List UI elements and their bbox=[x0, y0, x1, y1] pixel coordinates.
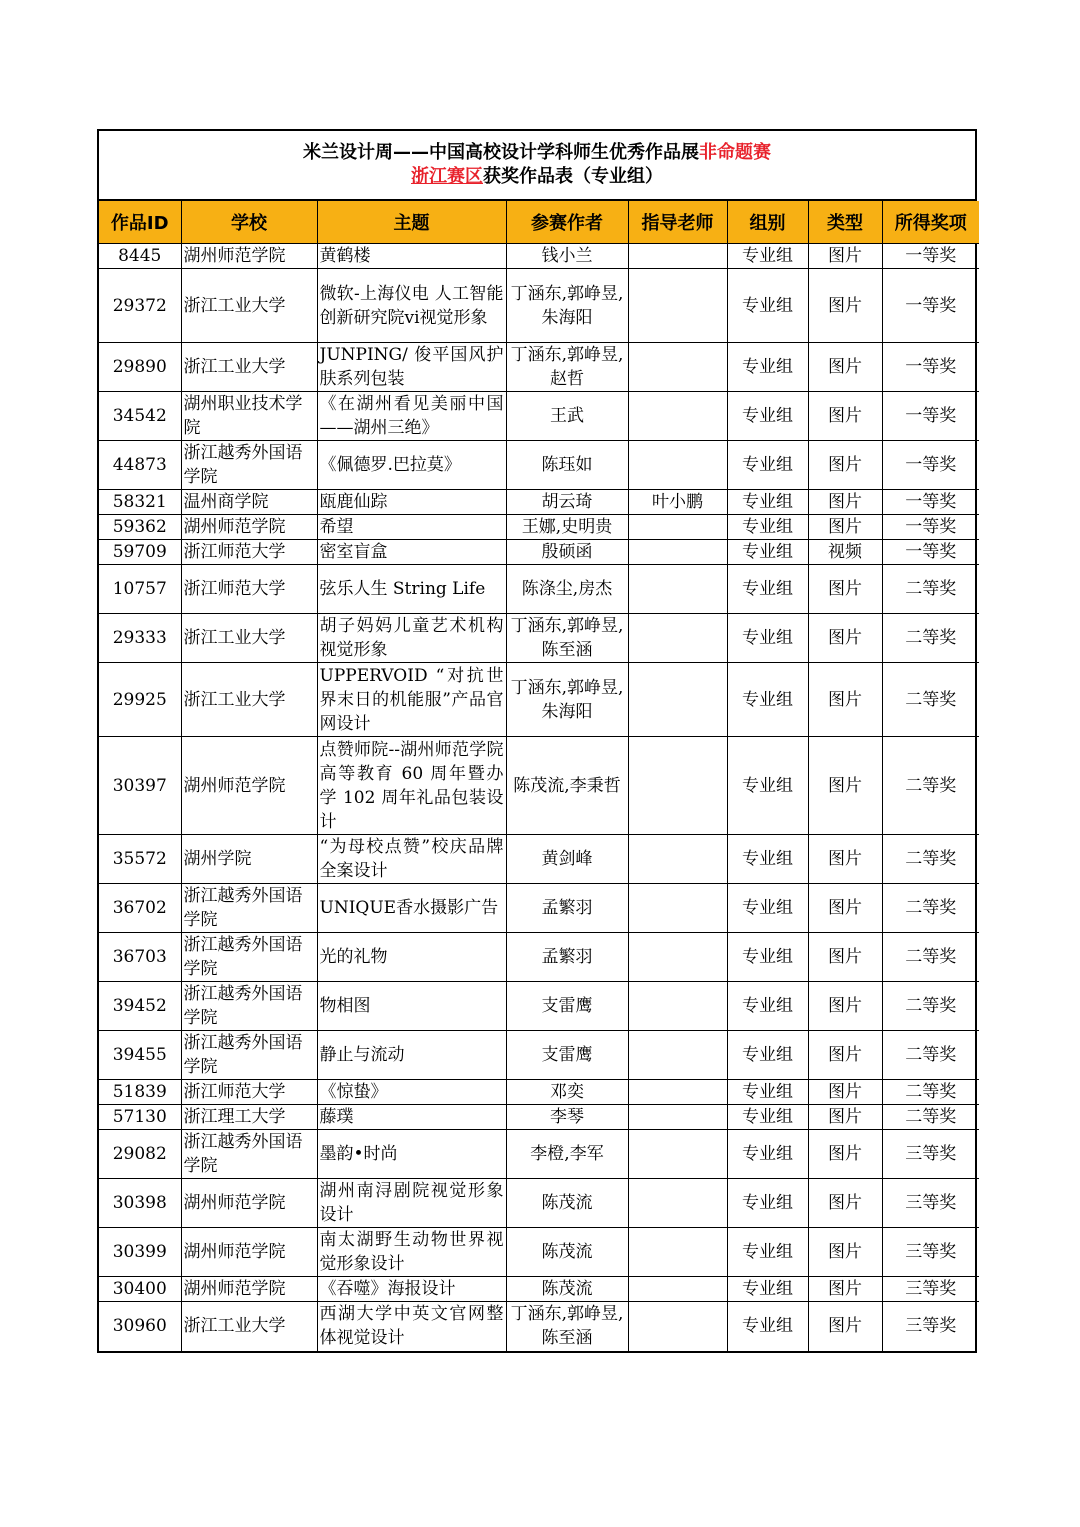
cell-type: 图片 bbox=[808, 835, 882, 884]
table-body bbox=[99, 244, 979, 1351]
cell-school: 湖州师范学院 bbox=[181, 244, 317, 269]
cell-id: 39452 bbox=[99, 982, 181, 1031]
table-row bbox=[99, 1031, 979, 1080]
cell-group: 专业组 bbox=[727, 490, 808, 515]
table-row bbox=[99, 540, 979, 565]
cell-author: 殷硕函 bbox=[506, 540, 628, 565]
cell-author: 丁涵东,郭峥昱,朱海阳 bbox=[506, 663, 628, 737]
cell-author: 陈珏如 bbox=[506, 441, 628, 490]
cell-school: 浙江工业大学 bbox=[181, 343, 317, 392]
cell-school: 浙江越秀外国语学院 bbox=[181, 1031, 317, 1080]
cell-group: 专业组 bbox=[727, 1105, 808, 1130]
cell-id: 29082 bbox=[99, 1130, 181, 1179]
cell-id: 44873 bbox=[99, 441, 181, 490]
cell-teacher bbox=[628, 1130, 727, 1179]
cell-author: 陈茂流,李秉哲 bbox=[506, 737, 628, 835]
cell-id: 36702 bbox=[99, 884, 181, 933]
award-sheet bbox=[97, 129, 977, 1353]
cell-teacher bbox=[628, 982, 727, 1031]
table-row bbox=[99, 1302, 979, 1351]
cell-id: 39455 bbox=[99, 1031, 181, 1080]
cell-award: 二等奖 bbox=[882, 1105, 979, 1130]
cell-id: 57130 bbox=[99, 1105, 181, 1130]
cell-theme: 瓯鹿仙踪 bbox=[317, 490, 506, 515]
cell-id: 51839 bbox=[99, 1080, 181, 1105]
cell-id: 29890 bbox=[99, 343, 181, 392]
title-line-1 bbox=[99, 141, 975, 165]
cell-school: 湖州师范学院 bbox=[181, 1228, 317, 1277]
cell-id: 35572 bbox=[99, 835, 181, 884]
table-row bbox=[99, 884, 979, 933]
cell-type: 图片 bbox=[808, 737, 882, 835]
award-table bbox=[99, 201, 979, 1351]
cell-school: 湖州师范学院 bbox=[181, 1277, 317, 1302]
cell-teacher bbox=[628, 933, 727, 982]
cell-group: 专业组 bbox=[727, 1080, 808, 1105]
cell-type: 图片 bbox=[808, 515, 882, 540]
cell-school: 湖州师范学院 bbox=[181, 515, 317, 540]
title-line-2 bbox=[99, 165, 975, 189]
cell-school: 浙江越秀外国语学院 bbox=[181, 982, 317, 1031]
cell-group: 专业组 bbox=[727, 244, 808, 269]
cell-group: 专业组 bbox=[727, 1130, 808, 1179]
cell-award: 二等奖 bbox=[882, 1031, 979, 1080]
cell-teacher bbox=[628, 392, 727, 441]
cell-type: 图片 bbox=[808, 1302, 882, 1351]
cell-theme: 南太湖野生动物世界视觉形象设计 bbox=[317, 1228, 506, 1277]
column-header: 参赛作者 bbox=[506, 201, 628, 244]
cell-group: 专业组 bbox=[727, 663, 808, 737]
cell-author: 孟繁羽 bbox=[506, 884, 628, 933]
column-header: 所得奖项 bbox=[882, 201, 979, 244]
cell-theme: 藤璞 bbox=[317, 1105, 506, 1130]
cell-author: 钱小兰 bbox=[506, 244, 628, 269]
cell-theme: 湖州南浔剧院视觉形象设计 bbox=[317, 1179, 506, 1228]
cell-type: 图片 bbox=[808, 1130, 882, 1179]
cell-id: 58321 bbox=[99, 490, 181, 515]
table-row bbox=[99, 614, 979, 663]
column-header: 作品ID bbox=[99, 201, 181, 244]
cell-teacher bbox=[628, 515, 727, 540]
cell-author: 李琴 bbox=[506, 1105, 628, 1130]
table-row bbox=[99, 490, 979, 515]
cell-award: 一等奖 bbox=[882, 392, 979, 441]
cell-type: 图片 bbox=[808, 343, 882, 392]
cell-group: 专业组 bbox=[727, 540, 808, 565]
cell-type: 图片 bbox=[808, 884, 882, 933]
cell-author: 陈涤尘,房杰 bbox=[506, 565, 628, 614]
cell-id: 34542 bbox=[99, 392, 181, 441]
cell-theme: UPPERVOID “对抗世界末日的机能服”产品官网设计 bbox=[317, 663, 506, 737]
cell-id: 29333 bbox=[99, 614, 181, 663]
cell-award: 一等奖 bbox=[882, 515, 979, 540]
cell-type: 图片 bbox=[808, 1228, 882, 1277]
cell-school: 浙江理工大学 bbox=[181, 1105, 317, 1130]
cell-group: 专业组 bbox=[727, 565, 808, 614]
table-row bbox=[99, 269, 979, 343]
column-header: 类型 bbox=[808, 201, 882, 244]
cell-type: 图片 bbox=[808, 1080, 882, 1105]
cell-teacher bbox=[628, 663, 727, 737]
cell-group: 专业组 bbox=[727, 835, 808, 884]
cell-teacher bbox=[628, 244, 727, 269]
cell-type: 图片 bbox=[808, 614, 882, 663]
cell-school: 浙江工业大学 bbox=[181, 269, 317, 343]
cell-school: 湖州师范学院 bbox=[181, 1179, 317, 1228]
cell-author: 丁涵东,郭峥昱,陈至涵 bbox=[506, 1302, 628, 1351]
cell-award: 二等奖 bbox=[882, 835, 979, 884]
cell-theme: 胡子妈妈儿童艺术机构视觉形象 bbox=[317, 614, 506, 663]
table-row bbox=[99, 244, 979, 269]
title-region: 浙江赛区 bbox=[411, 166, 483, 187]
cell-group: 专业组 bbox=[727, 515, 808, 540]
cell-theme: 《惊蛰》 bbox=[317, 1080, 506, 1105]
table-row bbox=[99, 343, 979, 392]
cell-school: 浙江工业大学 bbox=[181, 1302, 317, 1351]
cell-group: 专业组 bbox=[727, 884, 808, 933]
cell-theme: 墨韵•时尚 bbox=[317, 1130, 506, 1179]
cell-group: 专业组 bbox=[727, 1277, 808, 1302]
column-header: 主题 bbox=[317, 201, 506, 244]
cell-theme: 西湖大学中英文官网整体视觉设计 bbox=[317, 1302, 506, 1351]
cell-award: 三等奖 bbox=[882, 1130, 979, 1179]
cell-author: 邓奕 bbox=[506, 1080, 628, 1105]
table-row bbox=[99, 737, 979, 835]
cell-school: 湖州职业技术学院 bbox=[181, 392, 317, 441]
table-row bbox=[99, 515, 979, 540]
cell-type: 图片 bbox=[808, 244, 882, 269]
cell-teacher bbox=[628, 835, 727, 884]
cell-theme: 点赞师院--湖州师范学院高等教育 60 周年暨办学 102 周年礼品包装设计 bbox=[317, 737, 506, 835]
cell-teacher bbox=[628, 737, 727, 835]
cell-school: 浙江工业大学 bbox=[181, 614, 317, 663]
cell-type: 图片 bbox=[808, 392, 882, 441]
title-main: 米兰设计周——中国高校设计学科师生优秀作品展 bbox=[303, 142, 699, 163]
cell-theme: 《佩德罗.巴拉莫》 bbox=[317, 441, 506, 490]
cell-author: 李橙,李军 bbox=[506, 1130, 628, 1179]
cell-theme: 《吞噬》海报设计 bbox=[317, 1277, 506, 1302]
cell-theme: 静止与流动 bbox=[317, 1031, 506, 1080]
cell-award: 一等奖 bbox=[882, 490, 979, 515]
cell-author: 支雷鹰 bbox=[506, 1031, 628, 1080]
cell-award: 一等奖 bbox=[882, 441, 979, 490]
cell-award: 一等奖 bbox=[882, 244, 979, 269]
cell-theme: “为母校点赞”校庆品牌全案设计 bbox=[317, 835, 506, 884]
cell-teacher bbox=[628, 565, 727, 614]
cell-group: 专业组 bbox=[727, 1179, 808, 1228]
cell-type: 图片 bbox=[808, 663, 882, 737]
cell-type: 图片 bbox=[808, 982, 882, 1031]
cell-theme: 微软-上海仪电 人工智能创新研究院vi视觉形象 bbox=[317, 269, 506, 343]
cell-group: 专业组 bbox=[727, 1228, 808, 1277]
cell-award: 二等奖 bbox=[882, 884, 979, 933]
cell-award: 二等奖 bbox=[882, 663, 979, 737]
column-header: 指导老师 bbox=[628, 201, 727, 244]
cell-author: 丁涵东,郭峥昱,陈至涵 bbox=[506, 614, 628, 663]
cell-group: 专业组 bbox=[727, 441, 808, 490]
cell-teacher bbox=[628, 1228, 727, 1277]
cell-school: 浙江越秀外国语学院 bbox=[181, 441, 317, 490]
cell-theme: 《在湖州看见美丽中国——湖州三绝》 bbox=[317, 392, 506, 441]
cell-group: 专业组 bbox=[727, 933, 808, 982]
table-row bbox=[99, 1105, 979, 1130]
cell-award: 一等奖 bbox=[882, 269, 979, 343]
cell-teacher bbox=[628, 1277, 727, 1302]
table-row bbox=[99, 392, 979, 441]
cell-author: 陈茂流 bbox=[506, 1179, 628, 1228]
column-header: 组别 bbox=[727, 201, 808, 244]
cell-school: 浙江越秀外国语学院 bbox=[181, 933, 317, 982]
title-subtitle: 获奖作品表（专业组） bbox=[483, 166, 663, 187]
table-row bbox=[99, 933, 979, 982]
cell-theme: JUNPING/ 俊平国风护肤系列包装 bbox=[317, 343, 506, 392]
cell-award: 二等奖 bbox=[882, 614, 979, 663]
cell-type: 图片 bbox=[808, 1179, 882, 1228]
cell-id: 59362 bbox=[99, 515, 181, 540]
table-row bbox=[99, 441, 979, 490]
cell-school: 浙江越秀外国语学院 bbox=[181, 884, 317, 933]
table-row bbox=[99, 1130, 979, 1179]
cell-school: 温州商学院 bbox=[181, 490, 317, 515]
cell-school: 浙江师范大学 bbox=[181, 565, 317, 614]
cell-theme: 物相图 bbox=[317, 982, 506, 1031]
cell-author: 孟繁羽 bbox=[506, 933, 628, 982]
cell-school: 浙江越秀外国语学院 bbox=[181, 1130, 317, 1179]
cell-id: 30397 bbox=[99, 737, 181, 835]
cell-teacher bbox=[628, 1302, 727, 1351]
cell-author: 陈茂流 bbox=[506, 1228, 628, 1277]
cell-group: 专业组 bbox=[727, 343, 808, 392]
cell-id: 29925 bbox=[99, 663, 181, 737]
cell-id: 59709 bbox=[99, 540, 181, 565]
cell-type: 图片 bbox=[808, 1105, 882, 1130]
cell-group: 专业组 bbox=[727, 737, 808, 835]
cell-school: 湖州师范学院 bbox=[181, 737, 317, 835]
cell-theme: 密室盲盒 bbox=[317, 540, 506, 565]
cell-type: 图片 bbox=[808, 1031, 882, 1080]
cell-type: 图片 bbox=[808, 565, 882, 614]
cell-teacher bbox=[628, 441, 727, 490]
cell-author: 黄剑峰 bbox=[506, 835, 628, 884]
cell-teacher bbox=[628, 540, 727, 565]
cell-award: 二等奖 bbox=[882, 933, 979, 982]
cell-award: 一等奖 bbox=[882, 343, 979, 392]
cell-award: 三等奖 bbox=[882, 1228, 979, 1277]
cell-theme: 光的礼物 bbox=[317, 933, 506, 982]
cell-author: 王武 bbox=[506, 392, 628, 441]
cell-teacher bbox=[628, 1179, 727, 1228]
cell-id: 30399 bbox=[99, 1228, 181, 1277]
cell-type: 视频 bbox=[808, 540, 882, 565]
cell-theme: 弦乐人生 String Life bbox=[317, 565, 506, 614]
cell-teacher bbox=[628, 343, 727, 392]
cell-group: 专业组 bbox=[727, 1302, 808, 1351]
cell-group: 专业组 bbox=[727, 392, 808, 441]
cell-teacher bbox=[628, 1031, 727, 1080]
cell-award: 二等奖 bbox=[882, 1080, 979, 1105]
cell-author: 丁涵东,郭峥昱,朱海阳 bbox=[506, 269, 628, 343]
cell-author: 陈茂流 bbox=[506, 1277, 628, 1302]
header-row bbox=[99, 201, 979, 244]
column-header: 学校 bbox=[181, 201, 317, 244]
cell-id: 30400 bbox=[99, 1277, 181, 1302]
cell-author: 支雷鹰 bbox=[506, 982, 628, 1031]
cell-award: 三等奖 bbox=[882, 1179, 979, 1228]
table-row bbox=[99, 1080, 979, 1105]
cell-award: 三等奖 bbox=[882, 1277, 979, 1302]
cell-id: 30960 bbox=[99, 1302, 181, 1351]
cell-award: 一等奖 bbox=[882, 540, 979, 565]
cell-type: 图片 bbox=[808, 269, 882, 343]
cell-id: 10757 bbox=[99, 565, 181, 614]
cell-award: 二等奖 bbox=[882, 565, 979, 614]
cell-type: 图片 bbox=[808, 441, 882, 490]
table-row bbox=[99, 835, 979, 884]
cell-theme: 黄鹤楼 bbox=[317, 244, 506, 269]
cell-school: 浙江师范大学 bbox=[181, 1080, 317, 1105]
cell-author: 胡云琦 bbox=[506, 490, 628, 515]
cell-id: 8445 bbox=[99, 244, 181, 269]
cell-group: 专业组 bbox=[727, 269, 808, 343]
table-row bbox=[99, 1228, 979, 1277]
table-row bbox=[99, 1179, 979, 1228]
table-row bbox=[99, 663, 979, 737]
cell-id: 29372 bbox=[99, 269, 181, 343]
cell-group: 专业组 bbox=[727, 982, 808, 1031]
cell-id: 36703 bbox=[99, 933, 181, 982]
sheet-title bbox=[99, 131, 975, 201]
cell-award: 二等奖 bbox=[882, 982, 979, 1031]
table-row bbox=[99, 982, 979, 1031]
cell-school: 浙江师范大学 bbox=[181, 540, 317, 565]
cell-school: 浙江工业大学 bbox=[181, 663, 317, 737]
table-row bbox=[99, 1277, 979, 1302]
cell-theme: 希望 bbox=[317, 515, 506, 540]
title-highlight: 非命题赛 bbox=[699, 142, 771, 163]
table-row bbox=[99, 565, 979, 614]
cell-type: 图片 bbox=[808, 490, 882, 515]
cell-id: 30398 bbox=[99, 1179, 181, 1228]
cell-teacher bbox=[628, 1080, 727, 1105]
cell-teacher bbox=[628, 884, 727, 933]
cell-school: 湖州学院 bbox=[181, 835, 317, 884]
cell-type: 图片 bbox=[808, 1277, 882, 1302]
cell-teacher: 叶小鹏 bbox=[628, 490, 727, 515]
cell-theme: UNIQUE香水摄影广告 bbox=[317, 884, 506, 933]
cell-author: 丁涵东,郭峥昱,赵哲 bbox=[506, 343, 628, 392]
cell-group: 专业组 bbox=[727, 614, 808, 663]
cell-teacher bbox=[628, 1105, 727, 1130]
cell-author: 王娜,史明贵 bbox=[506, 515, 628, 540]
cell-group: 专业组 bbox=[727, 1031, 808, 1080]
cell-teacher bbox=[628, 614, 727, 663]
cell-award: 三等奖 bbox=[882, 1302, 979, 1351]
cell-teacher bbox=[628, 269, 727, 343]
cell-type: 图片 bbox=[808, 933, 882, 982]
cell-award: 二等奖 bbox=[882, 737, 979, 835]
